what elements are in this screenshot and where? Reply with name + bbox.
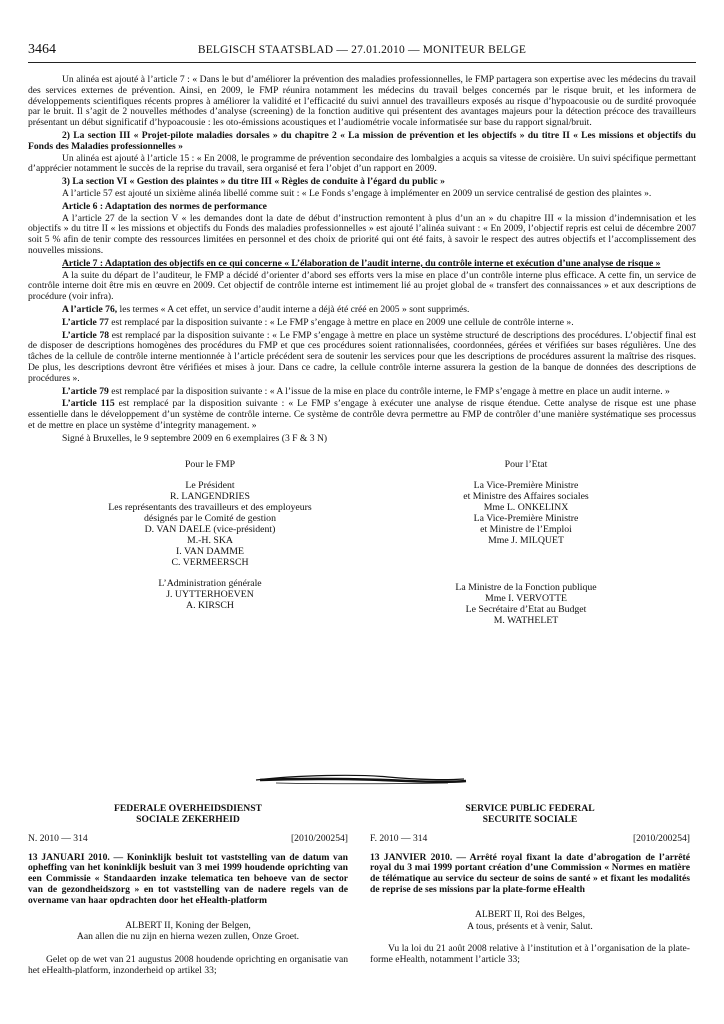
paragraph-article-115 <box>28 399 696 431</box>
heading-section-iii: 2) La section III « Projet-pilote maladies dorsales » du chapitre 2 « La mission de prévention et les objectifs » du titre II « Les missions et objectifs du Fonds des Maladies professionnelles » <box>28 129 696 152</box>
legal-basis: Gelet op de wet van 21 augustus 2008 houdende oprichting en organisatie van het eHealth-platform, inzonderheid op artikel 33; <box>28 954 348 976</box>
column-french <box>370 804 690 966</box>
department-line: FEDERALE OVERHEIDSDIENST <box>114 803 262 814</box>
act-title: 13 JANUARI 2010. — Koninklijk besluit tot vaststelling van de datum van opheffing van het koninklijk besluit van 3 mei 1999 houdende oprichting van een Commissie « Standaarden inzake telematica ten behoeve van de sector van de gezondheidszorg » en tot vaststelling van de nadere regels van de overname van haar opdrachten door het eHealth-platform <box>28 851 348 906</box>
signatory-line: et Ministre de l’Emploi <box>480 523 572 535</box>
signatory-line: et Ministre des Affaires sociales <box>463 490 589 502</box>
publication-number: N. 2010 — 314 <box>28 832 88 844</box>
signatory-line: M. WATHELET <box>493 614 559 626</box>
signatory-line: La Vice-Première Ministre <box>473 512 579 524</box>
paragraph-article-7-addition: Un alinéa est ajouté à l’article 7 : « Dans le but d’améliorer la prévention des maladies professionnelles, le FMP partagera son expertise avec les médecins du travail des services externes de prévention. Ainsi, en 2009, le FMP réunira notamment les médecins du travail belges concernés par le risque bruit, et les informera de développements scientifiques récents propres à améliorer la validité et l’efficacité du suivi annuel des travailleurs exposés au risque d’hypoacousie ou de surdité provoquée par le bruit. Il s’agit de 2 nouvelles méthodes d’analyse (screening) de la fonction auditive qui présentent des avantages majeurs pour la détection précoce des travailleurs présentant un début significatif d’hypoacousie : les oto-émissions acoustiques et l’audiométrie vocale informatisée sur base du rapport signal/bruit. <box>28 74 696 129</box>
signatory-line: Mme L. ONKELINX <box>483 501 569 513</box>
article-ref: A l’article 76, <box>62 303 118 315</box>
department-name <box>28 804 348 826</box>
signatory-line: Le Président <box>185 479 235 491</box>
article-ref: L’article 78 <box>62 329 110 341</box>
signatory-line: M.-H. SKA <box>187 534 233 546</box>
department-name <box>370 804 690 826</box>
document-body <box>28 75 696 445</box>
signatory-line: I. VAN DAMME <box>176 545 244 557</box>
signatory-line: D. VAN DAELE (vice-président) <box>144 523 276 535</box>
department-line: SECURITE SOCIALE <box>482 813 578 825</box>
article-ref: L’article 115 <box>62 398 115 410</box>
paragraph-article-79 <box>28 387 696 398</box>
legal-basis: Vu la loi du 21 août 2008 relative à l’institution et à l’organisation de la plate-forme eHealth, notamment l’article 33; <box>370 943 690 966</box>
signature-heading: Pour l’Etat <box>504 458 548 470</box>
paragraph-internal-control: A la suite du départ de l’auditeur, le FMP a décidé d’orienter d’abord ses efforts vers la mise en place d’un contrôle interne plus efficace. A cette fin, un service de contrôle interne doit être mis en œuvre en 2009. Cet objectif de contrôle interne est intimement lié au projet global de « transfert des connaissances » et aux descriptions de procédure (voir infra). <box>28 269 696 303</box>
king-line: ALBERT II, Koning der Belgen, <box>125 919 251 931</box>
reference-row <box>28 834 348 848</box>
article-text: est remplacé par la disposition suivante : « Le FMP s’engage à exécuter une analyse de risque étendue. Cette analyse de risque est une phase essentielle dans le développement d’un système de contrôle interne. Ce système de contrôle devra permettre au FMP de contrôler d’une manière systématique ses processus et de mettre en place un système d’integrity management. » <box>28 398 696 431</box>
publication-id: [2010/200254] <box>632 832 690 844</box>
king-line: ALBERT II, Roi des Belges, <box>474 908 586 920</box>
article-text: est remplacé par la disposition suivante : « Le FMP s’engage à mettre en place un système structuré de descriptions des procédures. L’objectif final est de disposer de descriptions homogènes des procédures du FMP et que ces procédures soient rationnalisées, coordonnées, gérées et vérifiées sur bases régulières. Une des tâches de la cellule de contrôle interne mentionnée à l’article précédent sera de soutenir les services pour que les descriptions de procédures assurent la maîtrise des risques. De plus, les descriptions devront être vérifiées et mises à jour. Dans ce cadre, la cellule contrôle interne assurera la gestion de la banque de données des descriptions de procédures ». <box>28 329 696 384</box>
signatures-fmp <box>60 459 360 611</box>
signatory-line: Mme I. VERVOTTE <box>484 592 568 604</box>
column-dutch <box>28 804 348 977</box>
signatory-line: J. UYTTERHOEVEN <box>166 588 254 600</box>
department-line: SERVICE PUBLIC FEDERAL <box>465 803 595 814</box>
paragraph-article-57-addition: A l’article 57 est ajouté un sixième alinéa libellé comme suit : « Le Fonds s’engage à implémenter en 2009 un service centralisé de gestion des plaintes ». <box>62 187 652 199</box>
signatory-line: A. KIRSCH <box>186 599 234 611</box>
greeting-line: Aan allen die nu zijn en hierna wezen zullen, Onze Groet. <box>76 931 300 943</box>
signatory-line: Le Secrétaire d’Etat au Budget <box>465 603 587 615</box>
signatory-line: Mme J. MILQUET <box>488 534 564 546</box>
publication-number: F. 2010 — 314 <box>370 832 428 844</box>
heading-section-vi: 3) La section VI « Gestion des plaintes » du titre III « Règles de conduite à l’égard du public » <box>62 176 445 188</box>
decorative-divider-icon <box>28 764 696 794</box>
greeting-line: A tous, présents et à venir, Salut. <box>467 920 593 932</box>
signatory-line: R. LANGENDRIES <box>169 490 250 502</box>
signed-place-date: Signé à Bruxelles, le 9 septembre 2009 en 6 exemplaires (3 F & 3 N) <box>62 432 328 444</box>
department-line: SOCIALE ZEKERHEID <box>136 813 240 825</box>
signatory-line: Les représentants des travailleurs et des employeurs <box>108 501 312 513</box>
heading-article-6: Article 6 : Adaptation des normes de performance <box>62 200 267 212</box>
signature-block <box>28 459 696 669</box>
page <box>28 36 696 976</box>
article-ref: L’article 77 <box>62 316 109 328</box>
act-title: 13 JANVIER 2010. — Arrêté royal fixant la date d’abrogation de l’arrêté royal du 3 mai 1999 portant création d’une Commission « Normes en matière de télématique au service du secteur de soins de santé » et fixant les modalités de reprise de ses missions par la plate-forme eHealth <box>370 851 690 895</box>
signatures-state <box>376 459 676 626</box>
page-number: 3464 <box>28 42 56 57</box>
journal-title: BELGISCH STAATSBLAD — 27.01.2010 — MONITEUR BELGE <box>197 44 527 56</box>
signatory-line: C. VERMEERSCH <box>171 556 249 568</box>
article-text: est remplacé par la disposition suivante : « Le FMP s’engage à mettre en place en 2009 une cellule de contrôle interne ». <box>108 316 574 328</box>
article-text: est remplacé par la disposition suivante : « A l’issue de la mise en place du contrôle interne, le FMP s’engage à mettre en place un audit interne. » <box>108 385 670 397</box>
paragraph-article-27-addition: A l’article 27 de la section V « les demandes dont la date de début d’instruction remontent à plus d’un an » du chapitre III « la mission d’indemnisation et les objectifs » du titre II « les missions et objectifs du Fonds des maladies professionnelles » est ajouté l’alinéa suivant : « En 2009, l’objectif repris est celui de décembre 2007 soit 5 % afin de tenir compte des ressources limitées en personnel et des choix de priorité qui ont été faits, à savoir le respect des autres objectifs et l’accomplissement des nouvelles missions. <box>28 212 696 256</box>
signatory-line: La Vice-Première Ministre <box>473 479 579 491</box>
signature-heading: Pour le FMP <box>184 458 236 470</box>
paragraph-article-77 <box>28 318 696 329</box>
paragraph-article-76 <box>28 305 696 316</box>
reference-row <box>370 834 690 848</box>
signatory-line: L’Administration générale <box>158 577 262 589</box>
article-text: les termes « A cet effet, un service d’audit interne a déjà été créé en 2005 » sont supprimés. <box>117 303 470 315</box>
publication-id: [2010/200254] <box>290 832 348 844</box>
article-ref: L’article 79 <box>62 385 109 397</box>
paragraph-article-78 <box>28 331 696 385</box>
signatory-line: La Ministre de la Fonction publique <box>455 581 597 593</box>
heading-article-7: Article 7 : Adaptation des objectifs en ce qui concerne « L’élaboration de l’audit interne, du contrôle interne et exécution d’une analyse de risque » <box>62 257 661 269</box>
paragraph-article-15-addition: Un alinéa est ajouté à l’article 15 : « En 2008, le programme de prévention secondaire des lombalgies a acquis sa vitesse de croisière. Un suivi spécifique permettant d’apprécier notamment le succès de la reprise du travail, sera organisé et fera l’objet d’un rapport en 2009. <box>28 152 696 175</box>
signatory-line: désignés par le Comité de gestion <box>144 512 276 524</box>
page-header <box>28 36 696 63</box>
